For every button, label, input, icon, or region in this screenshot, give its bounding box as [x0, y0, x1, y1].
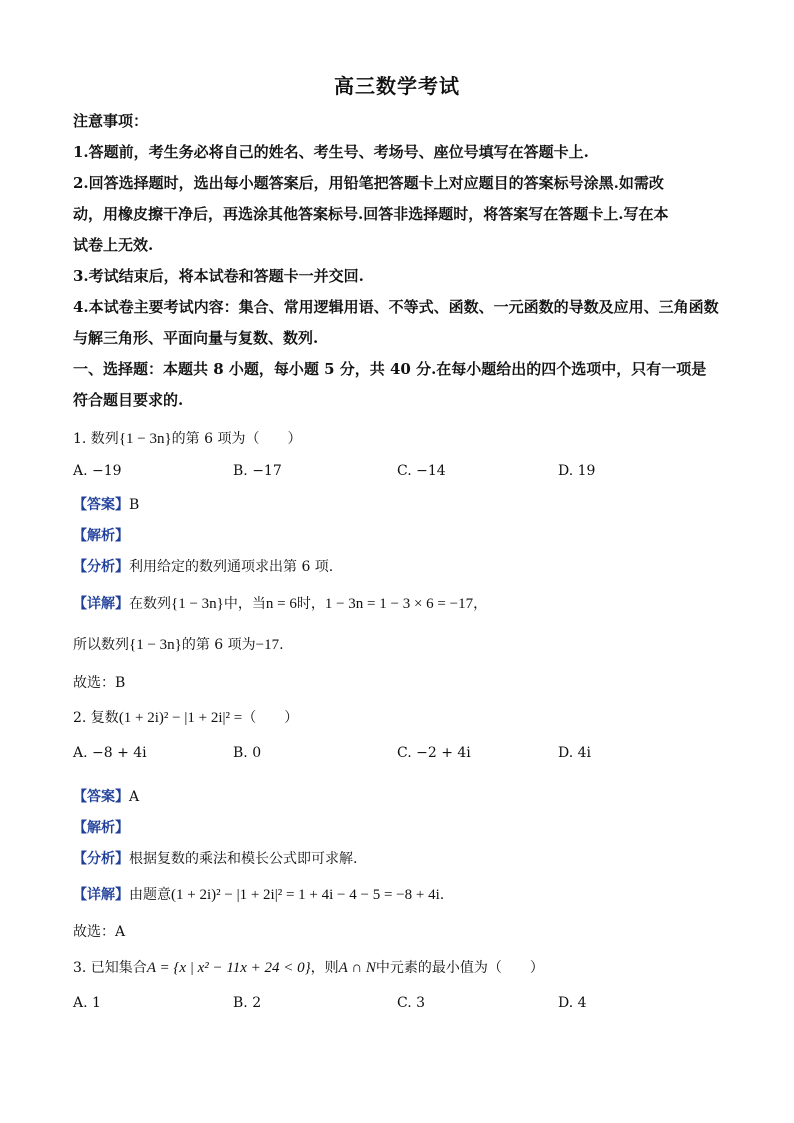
q1-answer — [73, 494, 139, 514]
q2-choose-value: A — [115, 924, 126, 940]
q2-option-d: D. 4i — [558, 745, 592, 761]
q1-detail-calc: 1 − 3n = 1 − 3 × 6 = −17 — [324, 596, 474, 612]
notice-item-3: 3.考试结束后，将本试卷和答题卡一并交回. — [73, 267, 364, 285]
question-3 — [73, 957, 544, 977]
q2-detail-a: 由题意 — [129, 887, 171, 903]
q2-stem: （ ） — [242, 710, 299, 726]
q1-choose-value: B — [115, 675, 126, 691]
q2-detail-calc: (1 + 2i)² − |1 + 2i|² = 1 + 4i − 4 − 5 = −8 + 4i — [171, 887, 440, 903]
analysis-label: 【解析】 — [73, 528, 129, 544]
q1-sequence: {1 − 3n} — [118, 431, 172, 447]
q2-number: 2. 复数 — [73, 710, 119, 726]
q3-number: 3. 已知集合 — [73, 960, 147, 976]
q1-concl-c: . — [279, 637, 284, 653]
q2-fenxi — [73, 848, 357, 868]
q1-choose — [73, 672, 125, 692]
answer-label: 【答案】 — [73, 497, 129, 513]
q1-concl-a: 所以数列 — [73, 637, 129, 653]
q2-detail — [73, 884, 444, 904]
notice-item-2-cont: 动，用橡皮擦干净后，再选涂其他答案标号.回答非选择题时，将答案写在答题卡上.写在本 — [73, 205, 669, 223]
q1-number: 1. 数列 — [73, 431, 119, 447]
q3-option-c: C. 3 — [397, 995, 426, 1011]
q2-analysis — [73, 817, 129, 837]
q1-detail-seq: {1 − 3n} — [171, 596, 224, 612]
q2-option-b: B. 0 — [233, 745, 262, 761]
q1-detail-a: 在数列 — [129, 596, 171, 612]
q1-option-d: D. 19 — [558, 463, 596, 479]
choose-label: 故选： — [73, 924, 115, 940]
q1-fenxi-text: 利用给定的数列通项求出第 6 项. — [129, 559, 334, 575]
q3-option-a: A. 1 — [73, 995, 101, 1011]
notice-item-1: 1.答题前，考生务必将自己的姓名、考生号、考场号、座位号填写在答题卡上. — [73, 143, 589, 161]
notice-heading: 注意事项： — [73, 112, 149, 130]
choose-label: 故选： — [73, 675, 115, 691]
q3-stem: 中元素的最小值为（ ） — [375, 960, 544, 976]
q1-concl-seq: {1 − 3n} — [129, 637, 182, 653]
q1-stem: 的第 6 项为（ ） — [171, 431, 302, 447]
q2-choose — [73, 921, 125, 941]
q3-mid: ，则 — [310, 960, 339, 976]
q1-concl-b: 的第 6 项为 — [181, 637, 256, 653]
answer-label: 【答案】 — [73, 789, 129, 805]
q1-fenxi — [73, 556, 333, 576]
q1-detail-cond: n = 6 — [265, 596, 297, 612]
q1-option-b: B. −17 — [233, 463, 282, 479]
q3-intersection: A ∩ N — [338, 960, 376, 976]
q1-conclusion — [73, 634, 284, 654]
q1-detail-c: 时， — [296, 596, 325, 612]
section-heading-cont: 符合题目要求的. — [73, 391, 184, 409]
q2-answer — [73, 786, 139, 806]
fenxi-label: 【分析】 — [73, 851, 129, 867]
notice-item-4-cont: 与解三角形、平面向量与复数、数列. — [73, 329, 319, 347]
q1-concl-val: −17 — [255, 637, 280, 653]
detail-label: 【详解】 — [73, 887, 129, 903]
q2-option-c: C. −2 + 4i — [397, 745, 471, 761]
page-title: 高三数学考试 — [334, 74, 460, 98]
section-heading: 一、选择题：本题共 8 小题，每小题 5 分，共 40 分.在每小题给出的四个选项中，只有一项是 — [73, 360, 707, 378]
notice-item-2: 2.回答选择题时，选出每小题答案后，用铅笔把答题卡上对应题目的答案标号涂黑.如需改 — [73, 174, 664, 192]
q1-detail-b: 中，当 — [223, 596, 266, 612]
q1-option-c: C. −14 — [397, 463, 446, 479]
q3-option-b: B. 2 — [233, 995, 262, 1011]
detail-label: 【详解】 — [73, 596, 129, 612]
q3-option-d: D. 4 — [558, 995, 587, 1011]
q1-answer-value: B — [129, 497, 140, 513]
q2-expression: (1 + 2i)² − |1 + 2i|² = — [118, 710, 243, 726]
notice-item-4: 4.本试卷主要考试内容：集合、常用逻辑用语、不等式、函数、一元函数的导数及应用、三角函数 — [73, 298, 719, 316]
question-2 — [73, 707, 298, 727]
q2-detail-b: . — [439, 887, 445, 903]
q2-fenxi-text: 根据复数的乘法和模长公式即可求解. — [129, 851, 358, 867]
q1-option-a: A. −19 — [73, 463, 122, 479]
analysis-label: 【解析】 — [73, 820, 129, 836]
q1-analysis — [73, 525, 129, 545]
notice-item-2-end: 试卷上无效. — [73, 236, 154, 254]
q1-detail — [73, 593, 487, 613]
fenxi-label: 【分析】 — [73, 559, 129, 575]
question-1 — [73, 428, 301, 448]
q1-detail-d: ， — [473, 596, 488, 612]
q2-answer-value: A — [129, 789, 140, 805]
q2-option-a: A. −8 + 4i — [73, 745, 147, 761]
q3-set: A = {x | x² − 11x + 24 < 0} — [146, 960, 311, 976]
